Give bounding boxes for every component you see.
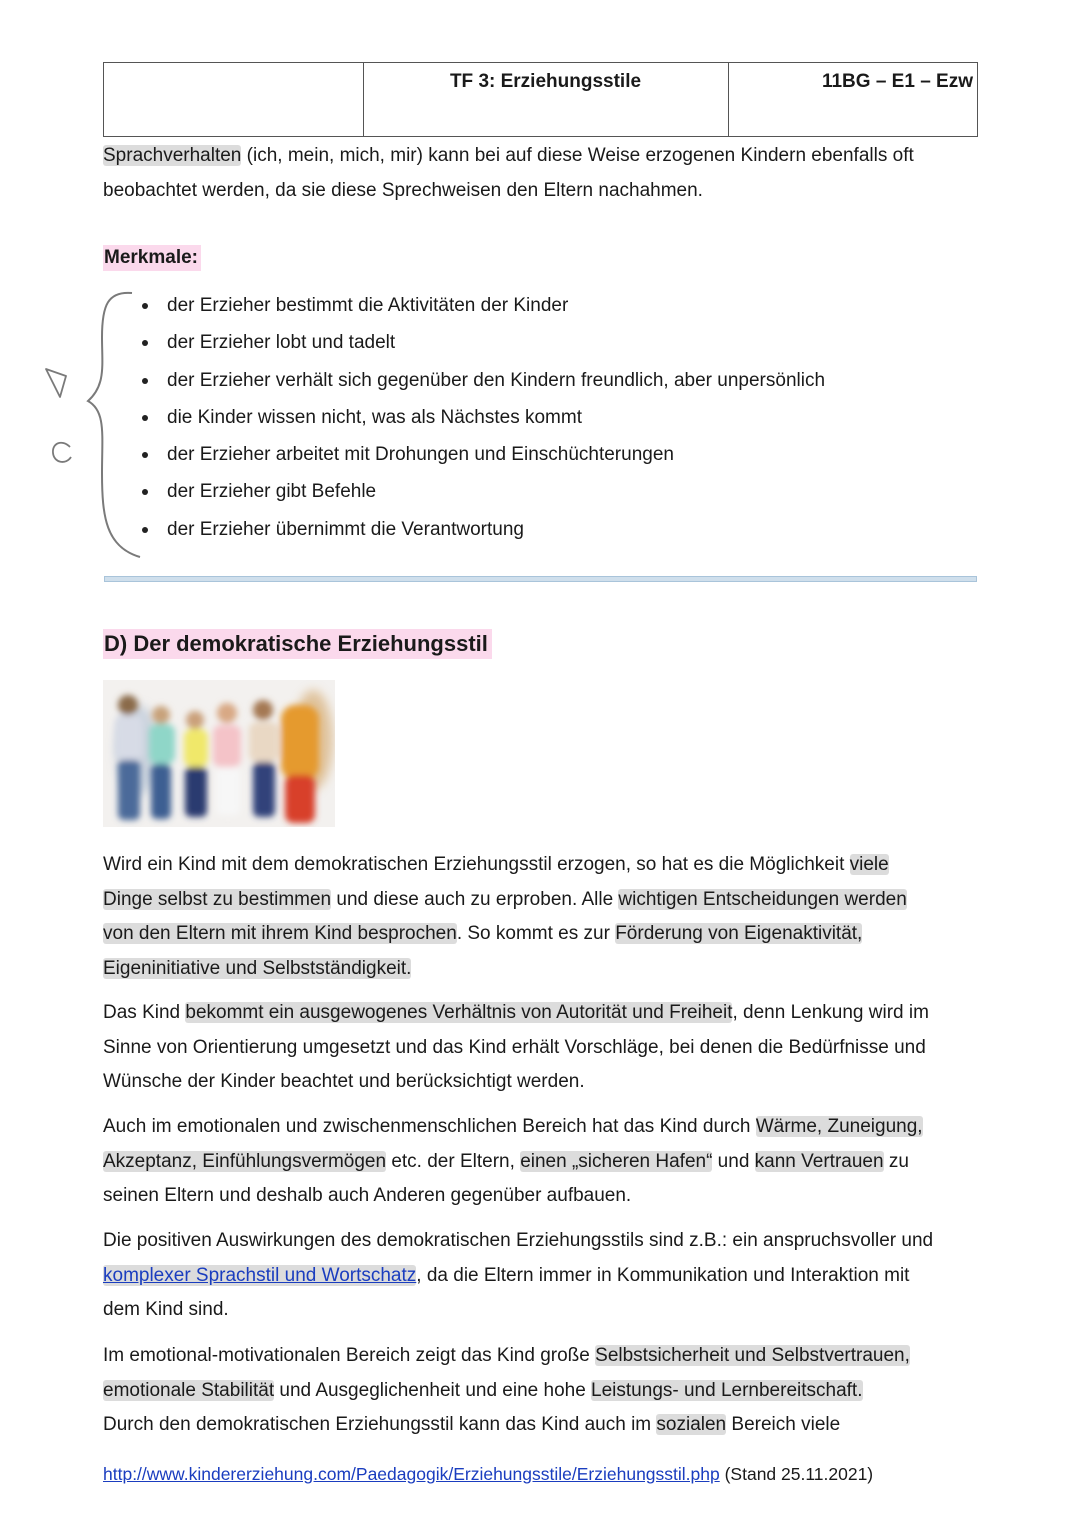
paragraph-3 [103, 1110, 983, 1214]
highlight: Akzeptanz, Einfühlungsvermögen [103, 1150, 387, 1172]
bullet-icon [142, 415, 148, 421]
highlight: Förderung von Eigenaktivität, [615, 923, 863, 944]
list-item [140, 399, 825, 436]
features-list [140, 287, 825, 548]
list-item-text: der Erzieher übernimmt die Verantwortung [167, 518, 524, 540]
list-item [140, 511, 825, 548]
list-item-text: die Kinder wissen nicht, was als Nächstes kommt [167, 406, 582, 428]
text: , denn Lenkung wird im [732, 1002, 929, 1023]
list-item [140, 436, 825, 473]
text: Im emotional-motivationalen Bereich zeigt das Kind große [103, 1345, 596, 1366]
header-cell-course [728, 63, 977, 136]
highlight: Eigeninitiative und Selbstständigkeit. [103, 957, 412, 979]
list-item [140, 324, 825, 361]
highlight: wichtigen Entscheidungen werden [618, 888, 907, 910]
source-date: (Stand 25.11.2021) [719, 1464, 874, 1484]
text: Wünsche der Kinder beachtet und berücksichtigt werden. [103, 1071, 585, 1092]
text: dem Kind sind. [103, 1299, 229, 1320]
highlight: bekommt ein ausgewogenes Verhältnis von Autorität und Freiheit [185, 1002, 733, 1023]
text: Bereich viele [726, 1414, 841, 1435]
paragraph-4 [103, 1224, 983, 1328]
children-image-icon [103, 680, 335, 827]
bullet-icon [142, 489, 148, 495]
highlight: Selbstsicherheit und Selbstvertrauen, [595, 1345, 910, 1366]
highlight: sozialen [656, 1414, 727, 1435]
highlight: viele [849, 854, 889, 875]
worksheet-title: TF 3: Erziehungsstile [449, 71, 642, 92]
header-cell-empty [104, 63, 364, 136]
text: . So kommt es zur [456, 923, 616, 944]
highlight: Dinge selbst zu bestimmen [103, 888, 332, 910]
list-item-text: der Erzieher verhält sich gegenüber den Kindern freundlich, aber unpersönlich [167, 369, 826, 391]
source-footer [103, 1464, 873, 1485]
handwritten-bracket-icon [36, 285, 146, 560]
list-item-text: der Erzieher arbeitet mit Drohungen und Einschüchterungen [167, 444, 674, 466]
list-item [140, 362, 825, 399]
highlight: kann Vertrauen [754, 1150, 884, 1172]
paragraph-5 [103, 1339, 983, 1443]
highlight: Wärme, Zuneigung, [755, 1116, 923, 1137]
bullet-icon [142, 452, 148, 458]
list-item [140, 287, 825, 324]
course-code: 11BG – E1 – Ezw [821, 71, 973, 92]
section-divider [104, 576, 977, 582]
text: seinen Eltern und deshalb auch Anderen gegenüber aufbauen. [103, 1185, 632, 1206]
paragraph-2 [103, 996, 983, 1100]
source-link[interactable]: http://www.kindererziehung.com/Paedagogik/Erziehungsstile/Erziehungsstil.php [103, 1464, 720, 1484]
bullet-icon [142, 378, 148, 384]
text: , da die Eltern immer in Kommunikation und Interaktion mit [416, 1264, 910, 1286]
intro-text-1: (ich, mein, mich, mir) kann bei auf diese Weise erzogenen Kindern ebenfalls oft [241, 145, 914, 166]
text: Das Kind [103, 1002, 186, 1023]
bullet-icon [142, 303, 148, 309]
highlight: von den Eltern mit ihrem Kind besprochen [103, 923, 457, 944]
text: und [712, 1150, 755, 1172]
text: zu [883, 1150, 909, 1172]
section-heading: D) Der demokratische Erziehungsstil [103, 629, 492, 659]
text: und diese auch zu erproben. Alle [331, 888, 619, 910]
bullet-icon [142, 340, 148, 346]
header-table [103, 62, 978, 137]
inline-link[interactable]: komplexer Sprachstil und Wortschatz [103, 1264, 417, 1286]
children-photo [103, 680, 335, 827]
list-item-text: der Erzieher bestimmt die Aktivitäten der Kinder [167, 295, 569, 316]
intro-paragraph [103, 139, 983, 208]
text: und Ausgeglichenheit und eine hohe [274, 1379, 592, 1401]
paragraph-1 [103, 848, 983, 986]
text: Sinne von Orientierung umgesetzt und das Kind erhält Vorschläge, bei denen die Bedürfnisse und [103, 1036, 926, 1058]
list-item-text: der Erzieher lobt und tadelt [167, 332, 396, 354]
text: etc. der Eltern, [386, 1150, 521, 1172]
intro-text-2: beobachtet werden, da sie diese Sprechweisen den Eltern nachahmen. [103, 179, 703, 201]
bullet-icon [142, 527, 148, 533]
features-heading: Merkmale: [103, 245, 201, 271]
list-item-text: der Erzieher gibt Befehle [167, 481, 377, 503]
highlight: Leistungs- und Lernbereitschaft. [591, 1379, 863, 1401]
list-item [140, 473, 825, 510]
text: Auch im emotionalen und zwischenmenschlichen Bereich hat das Kind durch [103, 1116, 756, 1137]
highlight: Sprachverhalten [103, 145, 242, 166]
header-cell-title [363, 63, 729, 136]
text: Durch den demokratischen Erziehungsstil kann das Kind auch im [103, 1414, 657, 1435]
highlight: emotionale Stabilität [103, 1379, 275, 1401]
highlight: einen „sicheren Hafen“ [520, 1150, 713, 1172]
text: Die positiven Auswirkungen des demokratischen Erziehungsstils sind z.B.: ein anspruchsvoller und [103, 1230, 934, 1251]
text: Wird ein Kind mit dem demokratischen Erziehungsstil erzogen, so hat es die Möglichkeit [103, 854, 850, 875]
